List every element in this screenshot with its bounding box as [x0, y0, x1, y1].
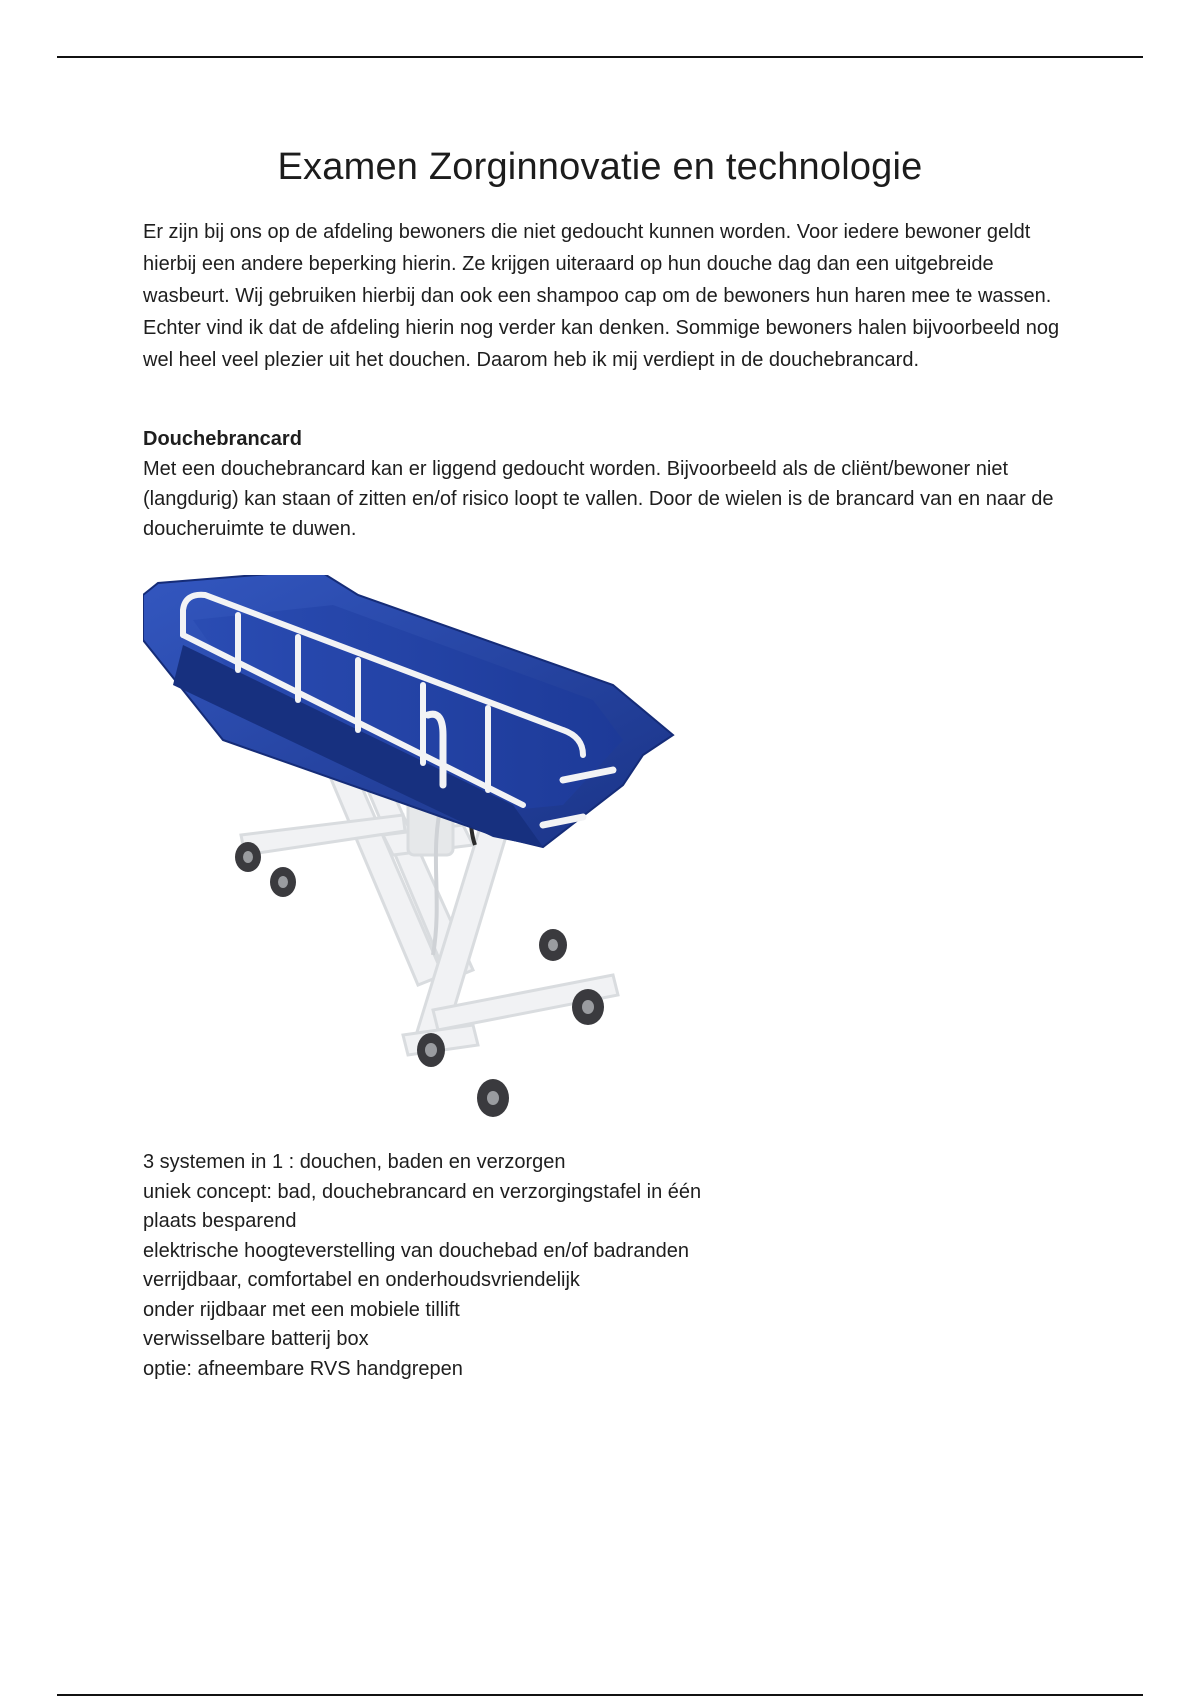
- feature-item: 3 systemen in 1 : douchen, baden en verzorgen: [143, 1151, 566, 1173]
- header-rule: [57, 56, 1143, 58]
- section-heading: Douchebrancard: [143, 428, 302, 450]
- feature-item: uniek concept: bad, douchebrancard en verzorgingstafel in één: [143, 1180, 702, 1203]
- page-title: Examen Zorginnovatie en technologie: [277, 146, 923, 188]
- feature-item: elektrische hoogteverstelling van douchebad en/of badranden: [143, 1239, 689, 1262]
- feature-list: [143, 1148, 843, 1384]
- section-body: Met een douchebrancard kan er liggend gedoucht worden. Bijvoorbeeld als de cliënt/bewoner niet (langdurig) kan staan of zitten en/of risico loopt te vallen. Door de wielen is de brancard van en naar de doucheruimte te duwen.: [143, 458, 1054, 540]
- intro-paragraph: Er zijn bij ons op de afdeling bewoners die niet gedoucht kunnen worden. Voor iedere bewoner geldt hierbij een andere beperking hierin. Ze krijgen uiteraard op hun douche dag dan een uitgebreide wasbeurt. Wij gebruiken hierbij dan ook een shampoo cap om de bewoners hun haren mee te wassen. Echter vind ik dat de afdeling hierin nog verder kan denken. Sommige bewoners halen bijvoorbeeld nog wel heel veel plezier uit het douchen. Daarom heb ik mij verdiept in de douchebrancard.: [143, 221, 1060, 371]
- intro-paragraph-block: [143, 216, 1063, 376]
- footer-rule: [57, 1694, 1143, 1696]
- shower-trolley-image: [143, 575, 763, 1135]
- feature-item: plaats besparend: [143, 1210, 297, 1232]
- feature-item: verrijdbaar, comfortabel en onderhoudsvriendelijk: [143, 1269, 580, 1291]
- feature-item: verwisselbare batterij box: [143, 1328, 369, 1350]
- douchebrancard-section: [143, 424, 1063, 544]
- shower-trolley-illustration: [143, 575, 763, 1135]
- feature-item: onder rijdbaar met een mobiele tillift: [143, 1298, 460, 1321]
- feature-item: optie: afneembare RVS handgrepen: [143, 1357, 463, 1380]
